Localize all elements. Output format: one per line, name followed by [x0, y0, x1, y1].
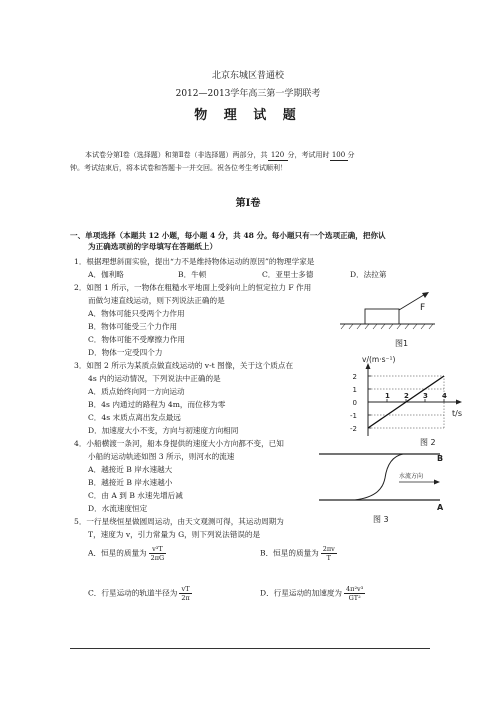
- y-tick-label: -2: [350, 425, 357, 433]
- q2-option-a: A．物体可能只受两个力作用: [88, 309, 185, 318]
- y-axis-label: v/(m·s⁻¹): [362, 355, 396, 364]
- intro-line1: 本试卷分第Ⅰ卷（选择题）和第Ⅱ卷（非选择题）两部分，共 120 分，考试用时 100 分: [85, 151, 355, 159]
- q3-option-b: B．4s 内通过的路程为 4m，而位移为零: [88, 400, 226, 409]
- q2-option-b: B．物体可能受三个力作用: [88, 322, 178, 331]
- y-tick-label: 1: [352, 386, 357, 394]
- figure-1: [335, 288, 445, 350]
- x-tick-label: 2: [404, 392, 409, 400]
- x-axis-arrow: [456, 400, 462, 405]
- q1-option-b: B．牛顿: [178, 270, 207, 279]
- block: [365, 309, 399, 324]
- q5-option-b: B．恒星的质量为 $\frac{2\pi v}{T}$: [260, 545, 335, 562]
- figure-2-caption: 图 2: [420, 438, 436, 447]
- flow-label: 水流方向: [399, 473, 424, 480]
- y-tick-label: 0: [352, 399, 357, 407]
- boat-trajectory: [355, 454, 403, 500]
- figure-3-caption: 图 3: [373, 515, 389, 524]
- page-bottom-rule: [70, 648, 430, 649]
- q4-option-d: D．水流速度恒定: [88, 504, 148, 513]
- q5-option-a: A．恒星的质量为 $\frac{\text{v³T}}{2\pi G}$: [88, 545, 165, 562]
- school-name: 北京东城区普通校: [211, 71, 284, 81]
- q3-stem-1: 3．如图 2 所示为某质点做直线运动的 v-t 图像，关于这个质点在: [74, 361, 294, 370]
- q5-option-d: D．行星运动的加速度为 $\frac{\text{4π²v³}}{\text{GT²}}$: [260, 585, 364, 602]
- q2-stem-1: 2．如图 1 所示，一物体在粗糙水平地面上受斜向上的恒定拉力 F 作用: [74, 283, 312, 292]
- figure-1-caption: 图1: [395, 339, 409, 348]
- x-tick-label: 3: [423, 392, 428, 400]
- q5-stem-1: 5．一行星绕恒星做圆周运动，由天文观测可得，其运动周期为: [74, 517, 284, 526]
- q4-stem-2: 小船的运动轨迹如图 3 所示，则河水的流速: [88, 452, 235, 461]
- q1-stem: 1．根据理想斜面实验，提出“力不是维持物体运动的原因”的物理学家是: [74, 257, 315, 266]
- q1-option-c: C．亚里士多德: [262, 270, 314, 279]
- q3-stem-2: 4s 内的运动情况，下列说法中正确的是: [88, 374, 221, 383]
- part-heading-line1: 一、单项选择（本题共 12 小题，每小题 4 分，共 48 分。每小题只有一个选项正确，把你认: [70, 231, 386, 240]
- bank-b-label: B: [437, 454, 444, 463]
- x-axis-label: t/s: [452, 409, 462, 418]
- intro-line2: 钟。考试结束后，将本试卷和答题卡一并交回。祝各位考生考试顺利！: [70, 164, 287, 172]
- x-tick-label: 4: [442, 392, 447, 400]
- q2-option-c: C．物体可能不受摩擦力作用: [88, 335, 185, 344]
- q3-option-d: D．加速度大小不变，方向与初速度方向相同: [88, 426, 239, 435]
- flow-arrow: [399, 480, 440, 485]
- figure-2-vt-chart: [330, 355, 480, 450]
- q3-option-a: A．质点始终向同一方向运动: [88, 387, 185, 396]
- ground-hatching: [341, 324, 433, 329]
- q1-option-d: D．法拉第: [350, 270, 387, 279]
- force-label: F: [420, 303, 426, 313]
- q5-stem-2: T，速度为 v，引力常量为 G，则下列说法错误的是: [88, 530, 261, 539]
- q3-option-c: C．4s 末质点离出发点最远: [88, 413, 181, 422]
- figure-3: [315, 448, 465, 526]
- q1-option-a: A．伽利略: [88, 270, 124, 279]
- q4-option-c: C．由 A 到 B 水速先增后减: [88, 491, 183, 500]
- y-tick-label: -1: [350, 412, 357, 420]
- exam-title: 2012—2013学年高三第一学期联考: [175, 89, 321, 99]
- q4-option-b: B．越接近 B 岸水速越小: [88, 478, 173, 487]
- section-title: 第Ⅰ卷: [235, 198, 261, 209]
- subject-title: 物 理 试 题: [194, 108, 302, 123]
- q2-stem-2: 而做匀速直线运动，则下列说法正确的是: [88, 296, 225, 305]
- bank-a-label: A: [437, 503, 444, 512]
- q4-option-a: A．越接近 B 岸水速越大: [88, 465, 173, 474]
- x-tick-label: 1: [385, 392, 390, 400]
- q2-option-d: D．物体一定受四个力: [88, 348, 163, 357]
- part-heading-line2: 为正确选项前的字母填写在答题纸上）: [88, 242, 218, 251]
- time-value: 100: [330, 150, 348, 161]
- y-tick-label: 2: [352, 373, 357, 381]
- score-value: 120: [268, 150, 288, 161]
- q5-option-c: C．行星运动的轨道半径为 $\frac{vT}{2\pi}$: [88, 585, 190, 602]
- q4-stem-1: 4．小船横渡一条河，船本身提供的速度大小方向都不变，已知: [74, 439, 284, 448]
